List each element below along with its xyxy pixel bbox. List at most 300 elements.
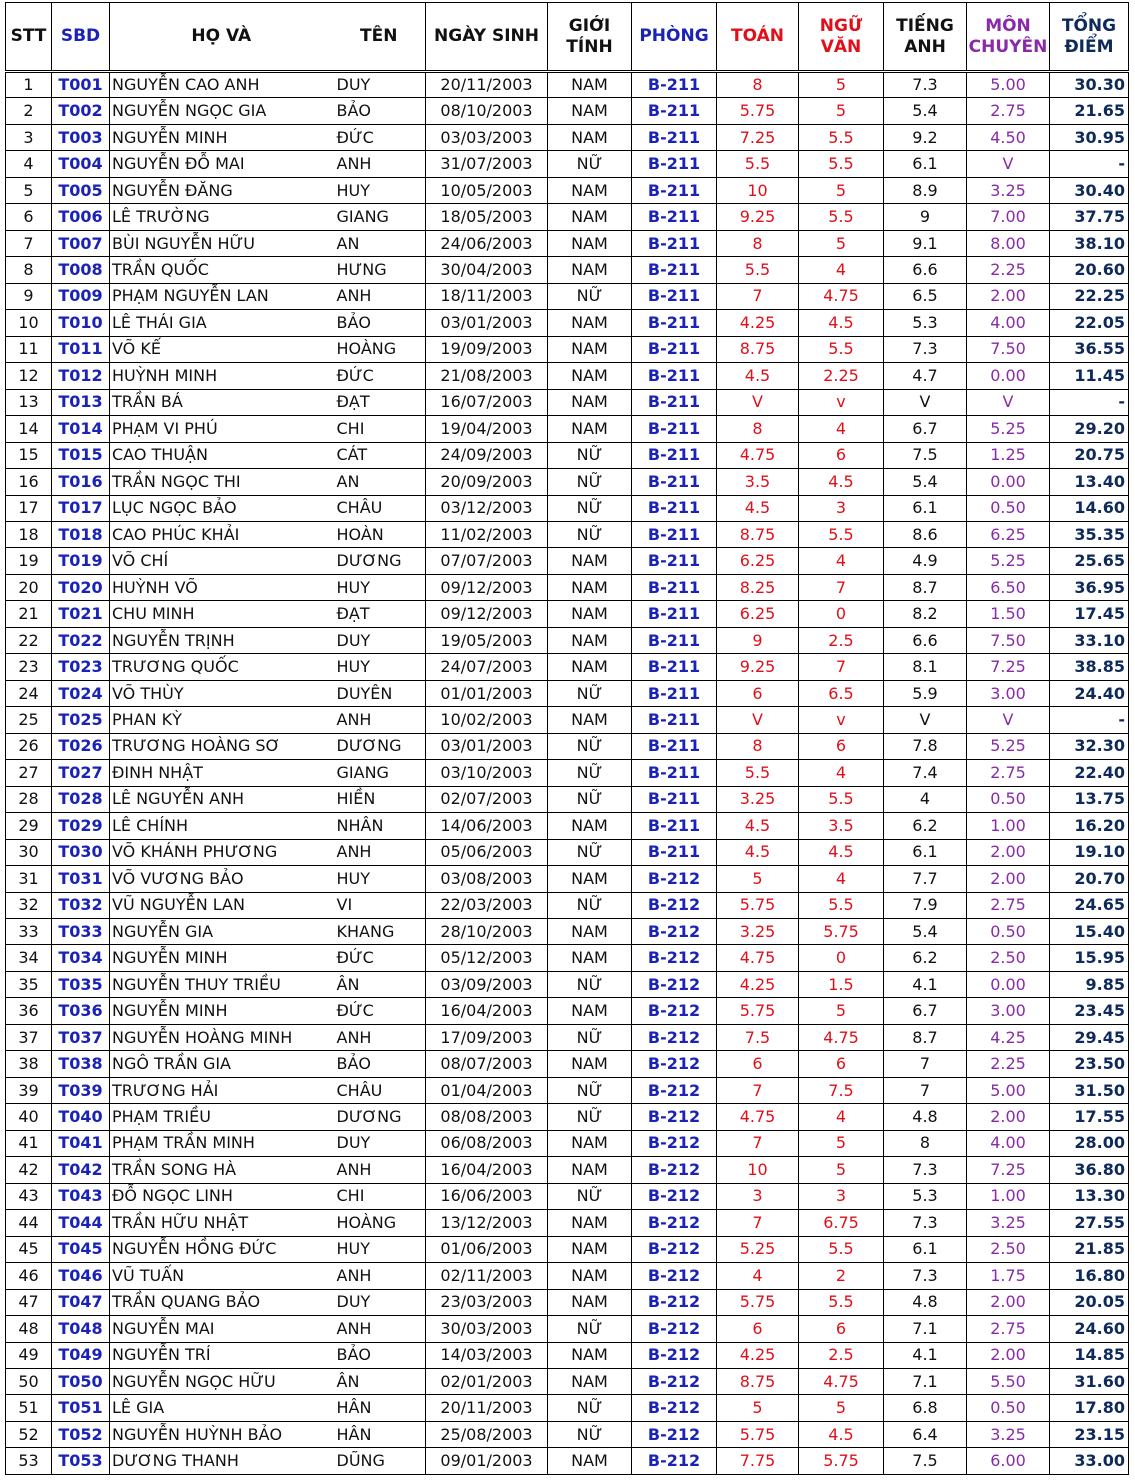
header-ho-va: [110, 3, 333, 72]
cell-stt: 24: [6, 680, 52, 706]
cell-mon-chuyen: 2.00: [967, 866, 1050, 892]
cell-tong-diem: 31.60: [1050, 1368, 1129, 1394]
cell-ten: NHÂN: [333, 813, 426, 839]
cell-ngu-van: 5.5: [799, 892, 884, 918]
cell-gioi-tinh: NỮ: [548, 442, 632, 468]
cell-ten: ANH: [333, 839, 426, 865]
cell-tieng-anh: 6.2: [884, 945, 967, 971]
cell-sbd: T015: [52, 442, 110, 468]
cell-gioi-tinh: NỮ: [548, 1104, 632, 1130]
cell-stt: 51: [6, 1395, 52, 1421]
cell-sbd: T024: [52, 680, 110, 706]
cell-ngay-sinh: 03/12/2003: [426, 495, 548, 521]
cell-gioi-tinh: NAM: [548, 72, 632, 98]
cell-ngay-sinh: 19/05/2003: [426, 627, 548, 653]
cell-tong-diem: 31.50: [1050, 1077, 1129, 1103]
cell-tong-diem: -: [1050, 151, 1129, 177]
cell-ngu-van: 2: [799, 1263, 884, 1289]
cell-phong: B-212: [632, 866, 717, 892]
cell-gioi-tinh: NAM: [548, 1368, 632, 1394]
table-row: [6, 257, 1129, 283]
cell-gioi-tinh: NAM: [548, 257, 632, 283]
cell-sbd: T022: [52, 627, 110, 653]
cell-ho: PHẠM TRẦN MINH: [110, 1130, 333, 1156]
cell-ngay-sinh: 07/07/2003: [426, 548, 548, 574]
cell-ho: VŨ NGUYỄN LAN: [110, 892, 333, 918]
cell-mon-chuyen: 2.50: [967, 1236, 1050, 1262]
cell-phong: B-212: [632, 919, 717, 945]
cell-toan: 3: [717, 1183, 799, 1209]
cell-stt: 38: [6, 1051, 52, 1077]
cell-mon-chuyen: 2.00: [967, 1104, 1050, 1130]
cell-gioi-tinh: NỮ: [548, 1024, 632, 1050]
cell-ho: VŨ TUẤN: [110, 1263, 333, 1289]
cell-toan: 5.75: [717, 998, 799, 1024]
cell-phong: B-211: [632, 601, 717, 627]
cell-ho: VÕ VƯƠNG BẢO: [110, 866, 333, 892]
cell-toan: 6: [717, 680, 799, 706]
cell-tieng-anh: 7.8: [884, 733, 967, 759]
cell-ngu-van: 2.25: [799, 363, 884, 389]
cell-toan: 5.5: [717, 257, 799, 283]
cell-stt: 53: [6, 1448, 52, 1474]
cell-gioi-tinh: NAM: [548, 389, 632, 415]
cell-ho: LÊ CHÍNH: [110, 813, 333, 839]
cell-sbd: T004: [52, 151, 110, 177]
table-row: [6, 363, 1129, 389]
cell-ho: TRƯƠNG HẢI: [110, 1077, 333, 1103]
table-row: [6, 389, 1129, 415]
cell-toan: 4.75: [717, 1104, 799, 1130]
cell-ho: NGUYỄN GIA: [110, 919, 333, 945]
table-row: [6, 1210, 1129, 1236]
cell-phong: B-212: [632, 945, 717, 971]
cell-ngay-sinh: 10/02/2003: [426, 707, 548, 733]
cell-ngu-van: 4: [799, 416, 884, 442]
cell-ngu-van: 3: [799, 1183, 884, 1209]
cell-tong-diem: 9.85: [1050, 971, 1129, 997]
cell-ngu-van: 4: [799, 866, 884, 892]
cell-tieng-anh: 7.9: [884, 892, 967, 918]
cell-sbd: T032: [52, 892, 110, 918]
cell-phong: B-211: [632, 257, 717, 283]
cell-tieng-anh: 6.1: [884, 839, 967, 865]
cell-gioi-tinh: NỮ: [548, 680, 632, 706]
cell-ngay-sinh: 03/03/2003: [426, 124, 548, 150]
cell-toan: 10: [717, 177, 799, 203]
cell-ten: BẢO: [333, 1051, 426, 1077]
cell-sbd: T010: [52, 310, 110, 336]
cell-tieng-anh: 7.3: [884, 1157, 967, 1183]
cell-phong: B-211: [632, 839, 717, 865]
table-row: [6, 866, 1129, 892]
cell-toan: 5.75: [717, 892, 799, 918]
cell-toan: 4.25: [717, 971, 799, 997]
cell-ngay-sinh: 03/09/2003: [426, 971, 548, 997]
table-row: [6, 733, 1129, 759]
cell-phong: B-212: [632, 1077, 717, 1103]
cell-ten: DUY: [333, 72, 426, 98]
cell-ngu-van: 5: [799, 177, 884, 203]
cell-sbd: T039: [52, 1077, 110, 1103]
cell-gioi-tinh: NAM: [548, 548, 632, 574]
cell-phong: B-212: [632, 998, 717, 1024]
cell-ngu-van: 4: [799, 257, 884, 283]
cell-stt: 3: [6, 124, 52, 150]
cell-stt: 48: [6, 1316, 52, 1342]
table-row: [6, 336, 1129, 362]
cell-ho: PHẠM TRIỀU: [110, 1104, 333, 1130]
cell-stt: 22: [6, 627, 52, 653]
cell-sbd: T018: [52, 521, 110, 547]
cell-ngay-sinh: 03/01/2003: [426, 310, 548, 336]
cell-sbd: T050: [52, 1368, 110, 1394]
cell-ho: TRẦN QUANG BẢO: [110, 1289, 333, 1315]
cell-tong-diem: 13.40: [1050, 469, 1129, 495]
cell-ten: ĐỨC: [333, 998, 426, 1024]
cell-ten: HƯNG: [333, 257, 426, 283]
header-mon-chuyen: [967, 3, 1050, 72]
cell-ho: ĐỖ NGỌC LINH: [110, 1183, 333, 1209]
cell-gioi-tinh: NAM: [548, 866, 632, 892]
cell-ngay-sinh: 25/08/2003: [426, 1421, 548, 1447]
cell-toan: 5.75: [717, 98, 799, 124]
table-row: [6, 72, 1129, 98]
cell-tong-diem: 36.95: [1050, 574, 1129, 600]
table-row: [6, 1395, 1129, 1421]
cell-toan: 5.75: [717, 1421, 799, 1447]
cell-gioi-tinh: NAM: [548, 336, 632, 362]
cell-ngay-sinh: 05/12/2003: [426, 945, 548, 971]
cell-ngay-sinh: 03/01/2003: [426, 733, 548, 759]
cell-toan: 7.25: [717, 124, 799, 150]
cell-tieng-anh: V: [884, 389, 967, 415]
cell-gioi-tinh: NAM: [548, 998, 632, 1024]
cell-ho: NGUYỄN THUY TRIỀU: [110, 971, 333, 997]
cell-phong: B-212: [632, 1236, 717, 1262]
cell-gioi-tinh: NỮ: [548, 495, 632, 521]
cell-sbd: T030: [52, 839, 110, 865]
cell-sbd: T052: [52, 1421, 110, 1447]
table-row: [6, 680, 1129, 706]
table-row: [6, 574, 1129, 600]
cell-tong-diem: 13.30: [1050, 1183, 1129, 1209]
cell-mon-chuyen: 2.00: [967, 1289, 1050, 1315]
cell-tieng-anh: 4.8: [884, 1104, 967, 1130]
cell-ten: ANH: [333, 707, 426, 733]
cell-stt: 14: [6, 416, 52, 442]
cell-ngay-sinh: 13/12/2003: [426, 1210, 548, 1236]
cell-phong: B-212: [632, 1104, 717, 1130]
cell-stt: 6: [6, 204, 52, 230]
cell-tong-diem: 15.40: [1050, 919, 1129, 945]
table-row: [6, 310, 1129, 336]
cell-gioi-tinh: NỮ: [548, 283, 632, 309]
cell-toan: 8: [717, 72, 799, 98]
cell-stt: 13: [6, 389, 52, 415]
cell-toan: 8.75: [717, 521, 799, 547]
cell-ho: NGUYỄN MAI: [110, 1316, 333, 1342]
cell-toan: 3.5: [717, 469, 799, 495]
table-row: [6, 1051, 1129, 1077]
cell-sbd: T036: [52, 998, 110, 1024]
cell-phong: B-211: [632, 151, 717, 177]
cell-toan: 7.75: [717, 1448, 799, 1474]
cell-ngu-van: 4: [799, 548, 884, 574]
cell-mon-chuyen: 5.00: [967, 1077, 1050, 1103]
cell-tieng-anh: 6.5: [884, 283, 967, 309]
cell-ten: CHI: [333, 1183, 426, 1209]
cell-ngay-sinh: 16/06/2003: [426, 1183, 548, 1209]
cell-sbd: T002: [52, 98, 110, 124]
cell-ngu-van: 5.75: [799, 919, 884, 945]
cell-ngu-van: 5.5: [799, 124, 884, 150]
cell-tong-diem: 14.85: [1050, 1342, 1129, 1368]
cell-toan: 5.5: [717, 151, 799, 177]
cell-tong-diem: 32.30: [1050, 733, 1129, 759]
cell-ten: ANH: [333, 283, 426, 309]
cell-ngay-sinh: 10/05/2003: [426, 177, 548, 203]
cell-phong: B-211: [632, 521, 717, 547]
cell-toan: 9: [717, 627, 799, 653]
cell-sbd: T025: [52, 707, 110, 733]
cell-ngay-sinh: 23/03/2003: [426, 1289, 548, 1315]
cell-ten: BẢO: [333, 1342, 426, 1368]
table-row: [6, 177, 1129, 203]
cell-ngu-van: 4.5: [799, 469, 884, 495]
header-ho-va-label: HỌ VÀ: [191, 26, 252, 46]
cell-phong: B-212: [632, 1024, 717, 1050]
cell-tong-diem: 38.85: [1050, 654, 1129, 680]
cell-gioi-tinh: NAM: [548, 1448, 632, 1474]
cell-ten: CHÂU: [333, 495, 426, 521]
cell-ten: ÂN: [333, 971, 426, 997]
cell-sbd: T048: [52, 1316, 110, 1342]
cell-ten: HOÀNG: [333, 336, 426, 362]
cell-tieng-anh: 8: [884, 1130, 967, 1156]
cell-mon-chuyen: V: [967, 707, 1050, 733]
cell-tieng-anh: 7: [884, 1051, 967, 1077]
cell-ngay-sinh: 31/07/2003: [426, 151, 548, 177]
cell-toan: 3.25: [717, 919, 799, 945]
cell-tieng-anh: 6.6: [884, 257, 967, 283]
cell-tong-diem: 15.95: [1050, 945, 1129, 971]
table-row: [6, 1157, 1129, 1183]
cell-ten: DƯƠNG: [333, 733, 426, 759]
cell-ngay-sinh: 20/09/2003: [426, 469, 548, 495]
cell-ho: CHU MINH: [110, 601, 333, 627]
cell-mon-chuyen: V: [967, 151, 1050, 177]
cell-tieng-anh: 4.9: [884, 548, 967, 574]
cell-phong: B-211: [632, 204, 717, 230]
cell-gioi-tinh: NAM: [548, 416, 632, 442]
cell-gioi-tinh: NỮ: [548, 521, 632, 547]
cell-mon-chuyen: 0.50: [967, 1395, 1050, 1421]
cell-gioi-tinh: NAM: [548, 363, 632, 389]
cell-mon-chuyen: 4.50: [967, 124, 1050, 150]
cell-sbd: T019: [52, 548, 110, 574]
cell-ho: TRẦN BÁ: [110, 389, 333, 415]
table-row: [6, 230, 1129, 256]
cell-toan: 9.25: [717, 654, 799, 680]
cell-ngu-van: 7.5: [799, 1077, 884, 1103]
cell-ngay-sinh: 05/06/2003: [426, 839, 548, 865]
cell-gioi-tinh: NAM: [548, 1289, 632, 1315]
cell-ngu-van: v: [799, 707, 884, 733]
cell-stt: 35: [6, 971, 52, 997]
score-table: [5, 2, 1129, 1475]
cell-stt: 5: [6, 177, 52, 203]
cell-ho: NGUYỄN HOÀNG MINH: [110, 1024, 333, 1050]
table-row: [6, 442, 1129, 468]
cell-mon-chuyen: 2.75: [967, 1316, 1050, 1342]
cell-tieng-anh: 8.2: [884, 601, 967, 627]
cell-gioi-tinh: NAM: [548, 945, 632, 971]
table-row: [6, 1289, 1129, 1315]
cell-tieng-anh: 9: [884, 204, 967, 230]
cell-phong: B-212: [632, 1210, 717, 1236]
cell-mon-chuyen: 7.50: [967, 336, 1050, 362]
cell-ngu-van: 4.5: [799, 310, 884, 336]
cell-ngay-sinh: 03/10/2003: [426, 760, 548, 786]
cell-sbd: T040: [52, 1104, 110, 1130]
cell-ngay-sinh: 02/11/2003: [426, 1263, 548, 1289]
cell-mon-chuyen: 2.00: [967, 1342, 1050, 1368]
cell-stt: 23: [6, 654, 52, 680]
cell-tieng-anh: 5.3: [884, 1183, 967, 1209]
cell-toan: V: [717, 389, 799, 415]
cell-phong: B-212: [632, 1448, 717, 1474]
cell-phong: B-212: [632, 1368, 717, 1394]
cell-ten: GIANG: [333, 760, 426, 786]
cell-tieng-anh: 7.7: [884, 866, 967, 892]
cell-ngu-van: 3: [799, 495, 884, 521]
cell-gioi-tinh: NAM: [548, 1157, 632, 1183]
cell-tieng-anh: 7.3: [884, 1263, 967, 1289]
table-row: [6, 971, 1129, 997]
cell-ngu-van: 4.5: [799, 839, 884, 865]
cell-mon-chuyen: 4.00: [967, 1130, 1050, 1156]
cell-tieng-anh: 6.7: [884, 416, 967, 442]
cell-sbd: T026: [52, 733, 110, 759]
cell-tong-diem: 17.80: [1050, 1395, 1129, 1421]
cell-ngay-sinh: 22/03/2003: [426, 892, 548, 918]
cell-ngu-van: 1.5: [799, 971, 884, 997]
cell-stt: 46: [6, 1263, 52, 1289]
table-row: [6, 283, 1129, 309]
header-ngu-van: [799, 3, 884, 72]
header-gioi-tinh-line1: GIỚI: [568, 15, 611, 36]
table-row: [6, 1342, 1129, 1368]
cell-toan: 6: [717, 1316, 799, 1342]
cell-gioi-tinh: NAM: [548, 707, 632, 733]
cell-ten: ĐỨC: [333, 124, 426, 150]
cell-toan: V: [717, 707, 799, 733]
cell-tong-diem: 22.40: [1050, 760, 1129, 786]
cell-sbd: T001: [52, 72, 110, 98]
cell-sbd: T045: [52, 1236, 110, 1262]
cell-mon-chuyen: 7.25: [967, 654, 1050, 680]
cell-tieng-anh: 8.7: [884, 574, 967, 600]
cell-ngu-van: 5.5: [799, 521, 884, 547]
table-row: [6, 1104, 1129, 1130]
cell-ngu-van: 4: [799, 760, 884, 786]
cell-ten: AN: [333, 469, 426, 495]
cell-ngu-van: 5: [799, 72, 884, 98]
cell-gioi-tinh: NAM: [548, 98, 632, 124]
cell-ho: LÊ GIA: [110, 1395, 333, 1421]
cell-ngay-sinh: 16/04/2003: [426, 998, 548, 1024]
cell-toan: 4.5: [717, 363, 799, 389]
cell-ngay-sinh: 16/07/2003: [426, 389, 548, 415]
table-row: [6, 892, 1129, 918]
table-row: [6, 627, 1129, 653]
cell-mon-chuyen: 7.00: [967, 204, 1050, 230]
table-row: [6, 1236, 1129, 1262]
cell-ten: AN: [333, 230, 426, 256]
cell-ten: HOÀNG: [333, 1210, 426, 1236]
cell-mon-chuyen: V: [967, 389, 1050, 415]
table-row: [6, 98, 1129, 124]
cell-gioi-tinh: NAM: [548, 1210, 632, 1236]
cell-gioi-tinh: NAM: [548, 1342, 632, 1368]
cell-ngu-van: 4: [799, 1104, 884, 1130]
cell-phong: B-211: [632, 72, 717, 98]
cell-ngay-sinh: 20/11/2003: [426, 1395, 548, 1421]
cell-tong-diem: 20.75: [1050, 442, 1129, 468]
header-ten-label: TÊN: [360, 26, 398, 46]
cell-sbd: T027: [52, 760, 110, 786]
cell-phong: B-211: [632, 124, 717, 150]
cell-ngay-sinh: 30/03/2003: [426, 1316, 548, 1342]
cell-tong-diem: 24.40: [1050, 680, 1129, 706]
table-row: [6, 919, 1129, 945]
cell-tong-diem: 17.55: [1050, 1104, 1129, 1130]
cell-sbd: T013: [52, 389, 110, 415]
cell-tong-diem: 23.45: [1050, 998, 1129, 1024]
cell-toan: 4: [717, 1263, 799, 1289]
cell-stt: 2: [6, 98, 52, 124]
cell-ngu-van: 4.5: [799, 1421, 884, 1447]
cell-stt: 1: [6, 72, 52, 98]
cell-phong: B-212: [632, 1421, 717, 1447]
cell-ten: CHI: [333, 416, 426, 442]
cell-tong-diem: 11.45: [1050, 363, 1129, 389]
cell-sbd: T038: [52, 1051, 110, 1077]
cell-ngay-sinh: 24/06/2003: [426, 230, 548, 256]
cell-stt: 21: [6, 601, 52, 627]
cell-toan: 7: [717, 283, 799, 309]
cell-phong: B-211: [632, 574, 717, 600]
cell-phong: B-211: [632, 283, 717, 309]
cell-ho: TRƯƠNG HOÀNG SƠ: [110, 733, 333, 759]
cell-ngu-van: 5.5: [799, 1236, 884, 1262]
cell-ho: NGUYỄN TRỊNH: [110, 627, 333, 653]
header-ngay-sinh: NGÀY SINH: [426, 3, 548, 72]
cell-stt: 45: [6, 1236, 52, 1262]
cell-ngay-sinh: 19/09/2003: [426, 336, 548, 362]
table-row: [6, 1024, 1129, 1050]
cell-ho: VÕ THÙY: [110, 680, 333, 706]
cell-tong-diem: 38.10: [1050, 230, 1129, 256]
cell-sbd: T012: [52, 363, 110, 389]
cell-phong: B-212: [632, 1263, 717, 1289]
cell-tong-diem: 36.55: [1050, 336, 1129, 362]
cell-tong-diem: 22.25: [1050, 283, 1129, 309]
cell-ten: ANH: [333, 1157, 426, 1183]
cell-ten: HOÀN: [333, 521, 426, 547]
cell-phong: B-211: [632, 363, 717, 389]
